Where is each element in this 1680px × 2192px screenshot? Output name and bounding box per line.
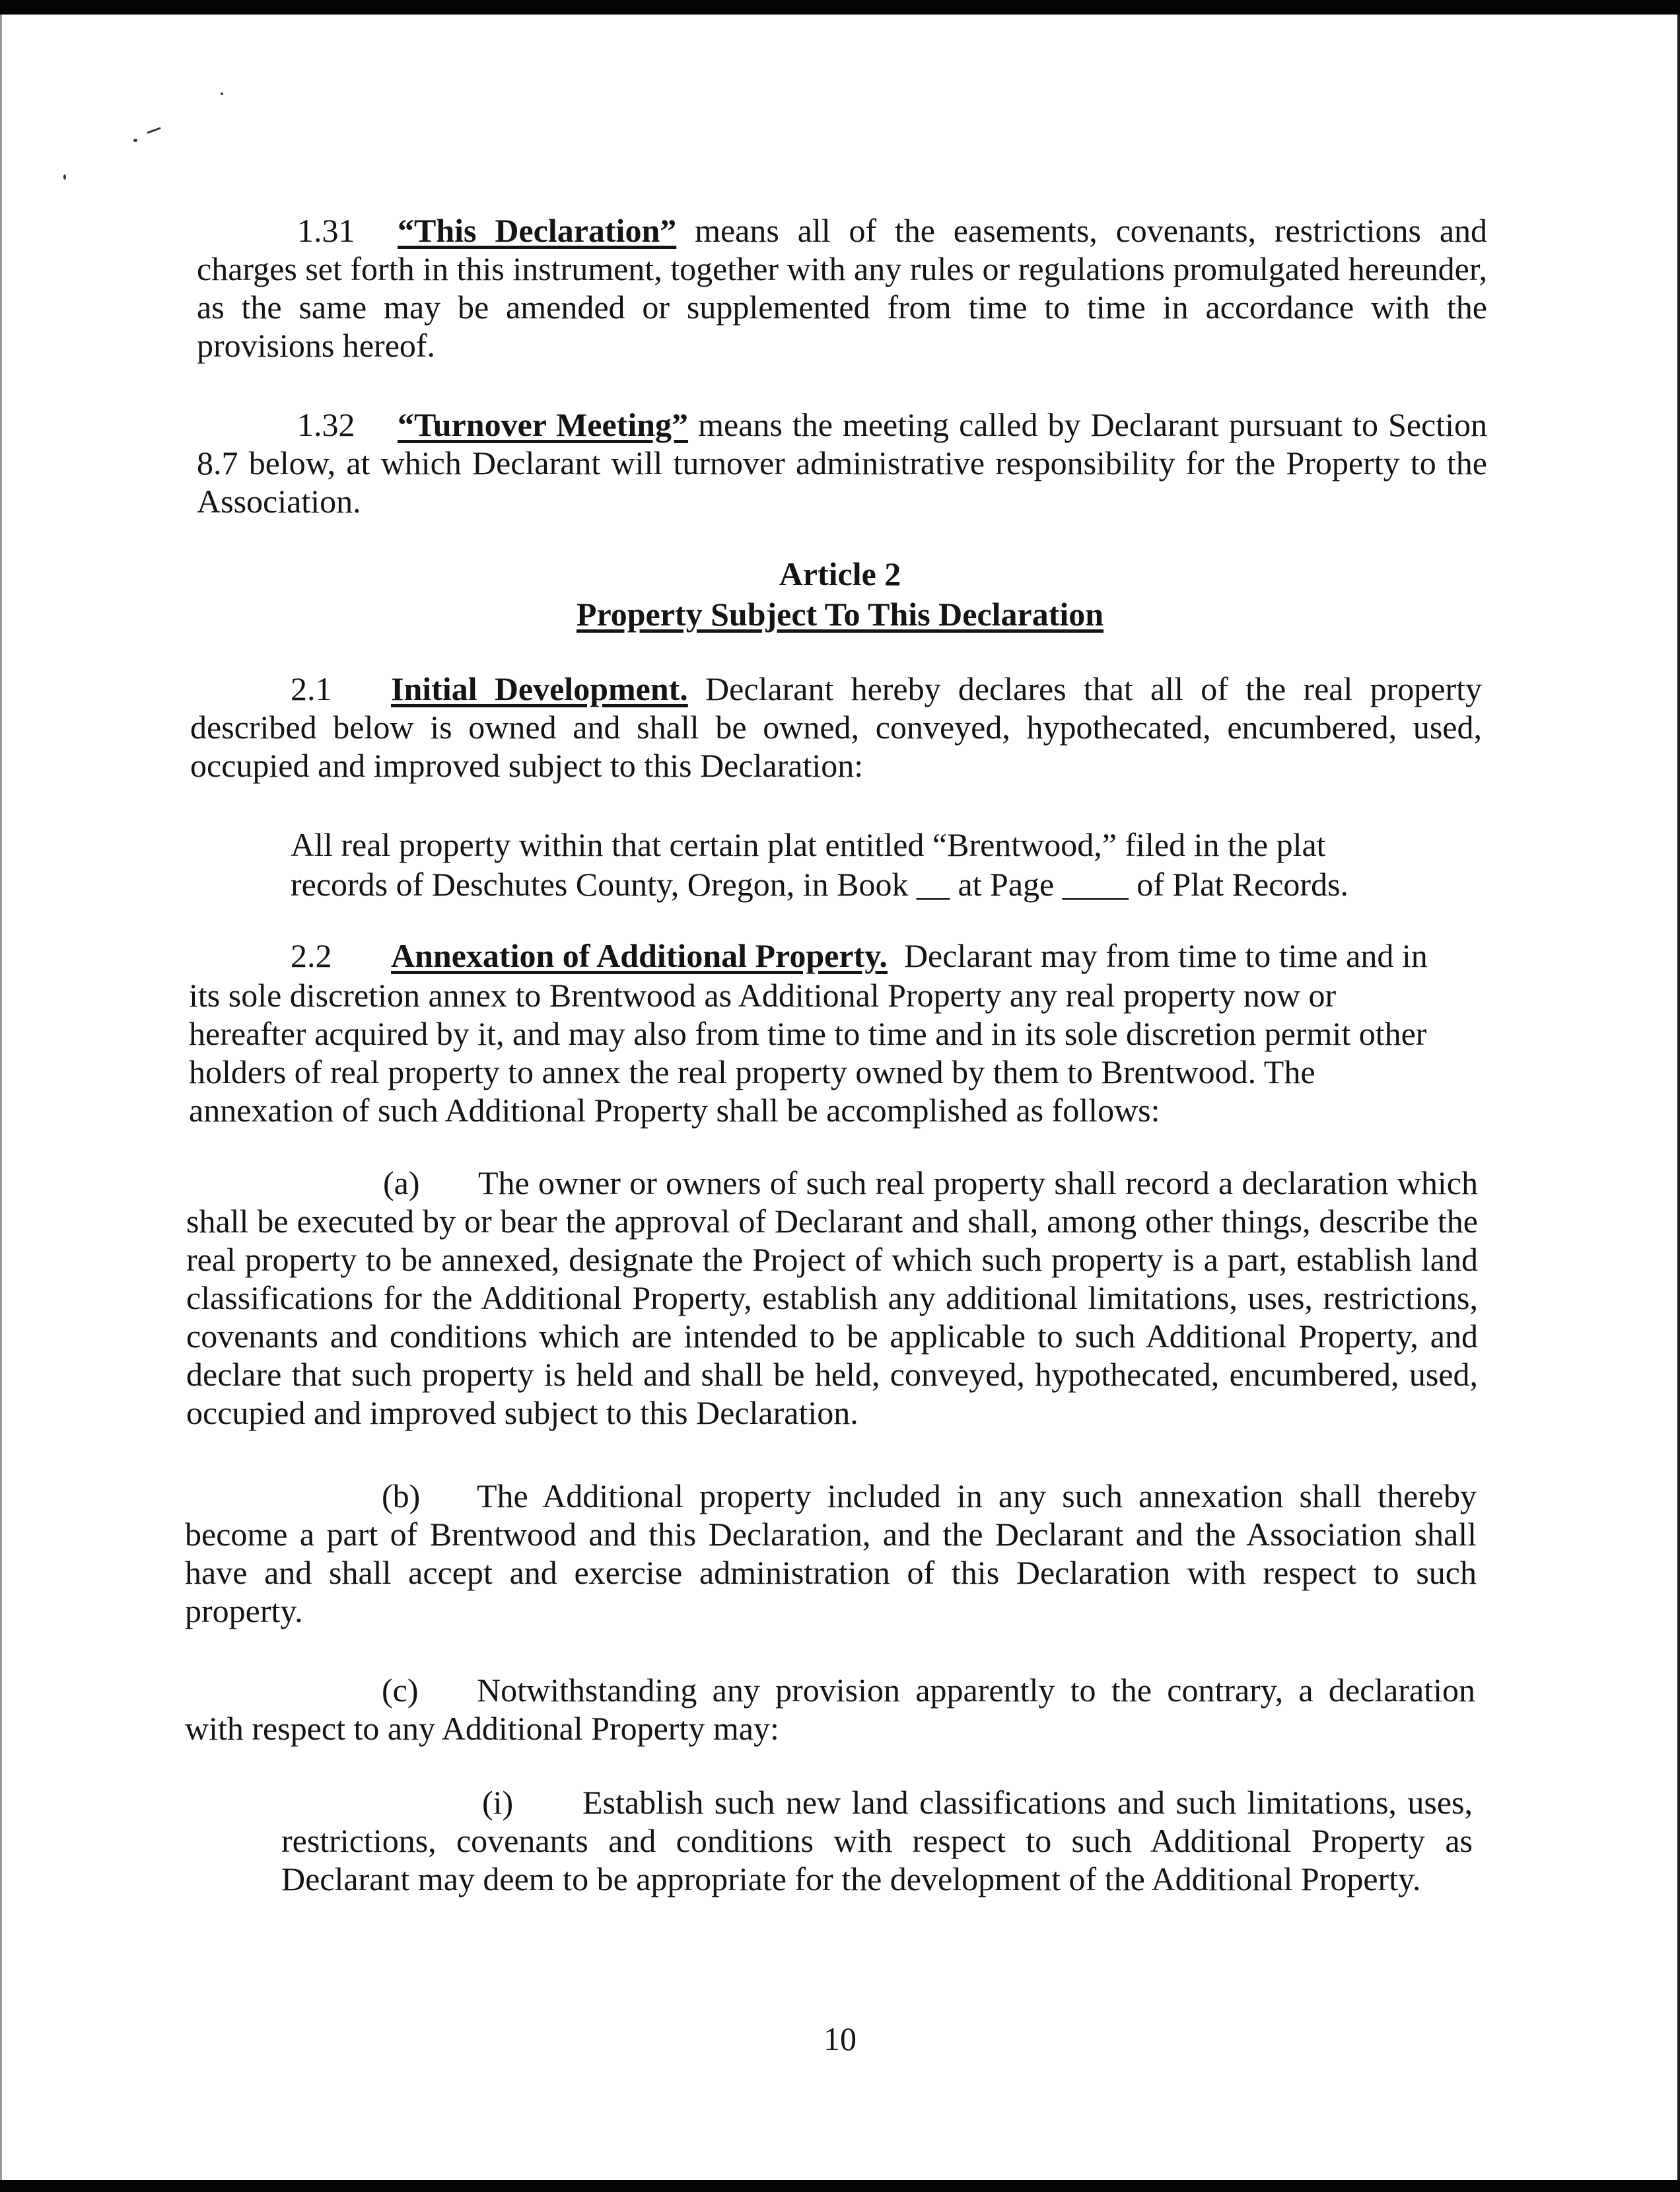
section-2-2-line: annexation of such Additional Property shall be accomplished as follows: [189, 1092, 1160, 1129]
section-2-2-line: hereafter acquired by it, and may also from time to time and in its sole discretion permit other [189, 1015, 1427, 1052]
article-title-text: Property Subject To This Declaration [576, 596, 1104, 633]
article-label: Article 2 [779, 555, 901, 592]
subsection-label: (b) [382, 1477, 421, 1514]
section-1-31 [197, 211, 1487, 365]
section-number: 2.1 [291, 670, 332, 707]
subsection-text: Notwithstanding any provision apparently to the contrary, a declaration with respect to any Additional Property may: [185, 1672, 1475, 1747]
section-number: 1.32 [297, 406, 355, 443]
section-number: 2.2 [291, 937, 332, 974]
page-number: 10 [823, 2020, 857, 2057]
section-text: means all of the easements, covenants, restrictions and charges set forth in this instrument, together with any rules or regulations promulgated hereunder, as the same may be amended or supplemented from time to time in accordance with the provisions hereof. [197, 212, 1488, 364]
subsection-text: The owner or owners of such real property shall record a declaration which shall be executed by or bear the approval of Declarant and shall, among other things, describe the real property to be annexed, designate the Project of which such property is a part, establish land classifications for the Additional Property, establish any additional limitations, uses, restrictions, covenants and conditions which are intended to be applicable to such Additional Property, and declare that such property is held and shall be held, conveyed, hypothecated, encumbered, used, occupied and improved subject to this Declaration. [186, 1164, 1478, 1431]
subsection-c [185, 1671, 1475, 1748]
defined-term: “This Declaration” [398, 212, 677, 249]
subsection-b [185, 1477, 1477, 1630]
subsection-text: Establish such new land classifications and such limitations, uses, restrictions, covenants and conditions with respect to such Additional Property as Declarant may deem to be appropriate for the development of the Additional Property. [281, 1784, 1473, 1897]
article-title [198, 595, 1482, 633]
subsection-a [186, 1164, 1478, 1432]
section-text: Declarant may from time to time and in [903, 937, 1428, 974]
section-2-2-line: its sole discretion annex to Brentwood as Additional Property any real property now or [189, 977, 1337, 1014]
subsection-label: (a) [383, 1164, 420, 1201]
section-heading: Initial Development. [391, 670, 688, 707]
section-1-32 [197, 406, 1487, 520]
section-number: 1.31 [297, 212, 355, 249]
subsection-text: The Additional property included in any such annexation shall thereby become a part of Brentwood and this Declaration, and the Declarant and the Association shall have and shall accept and exercise administration of this Declaration with respect to such property. [185, 1477, 1477, 1629]
section-text: Declarant hereby declares that all of the real property described below is owned and shall be owned, conveyed, hypothecated, encumbered, used, occupied and improved subject to this Declaration: [190, 670, 1482, 784]
subsection-label: (c) [382, 1672, 419, 1709]
subsection-label: (i) [482, 1784, 514, 1821]
section-text: means the meeting called by Declarant pursuant to Section 8.7 below, at which Declarant will turnover administrative responsibility for the Property to the Association. [197, 406, 1488, 520]
section-heading: Annexation of Additional Property. [391, 937, 888, 974]
section-2-2-line: holders of real property to annex the real property owned by them to Brentwood. The [189, 1053, 1315, 1090]
plat-quote-line: All real property within that certain plat entitled “Brentwood,” filed in the plat [291, 826, 1326, 863]
subsection-i [281, 1783, 1473, 1898]
defined-term: “Turnover Meeting” [398, 406, 689, 443]
section-2-2-line [291, 937, 1486, 975]
plat-quote-line: records of Deschutes County, Oregon, in Book __ at Page ____ of Plat Records. [291, 866, 1349, 903]
section-2-1 [190, 670, 1482, 785]
